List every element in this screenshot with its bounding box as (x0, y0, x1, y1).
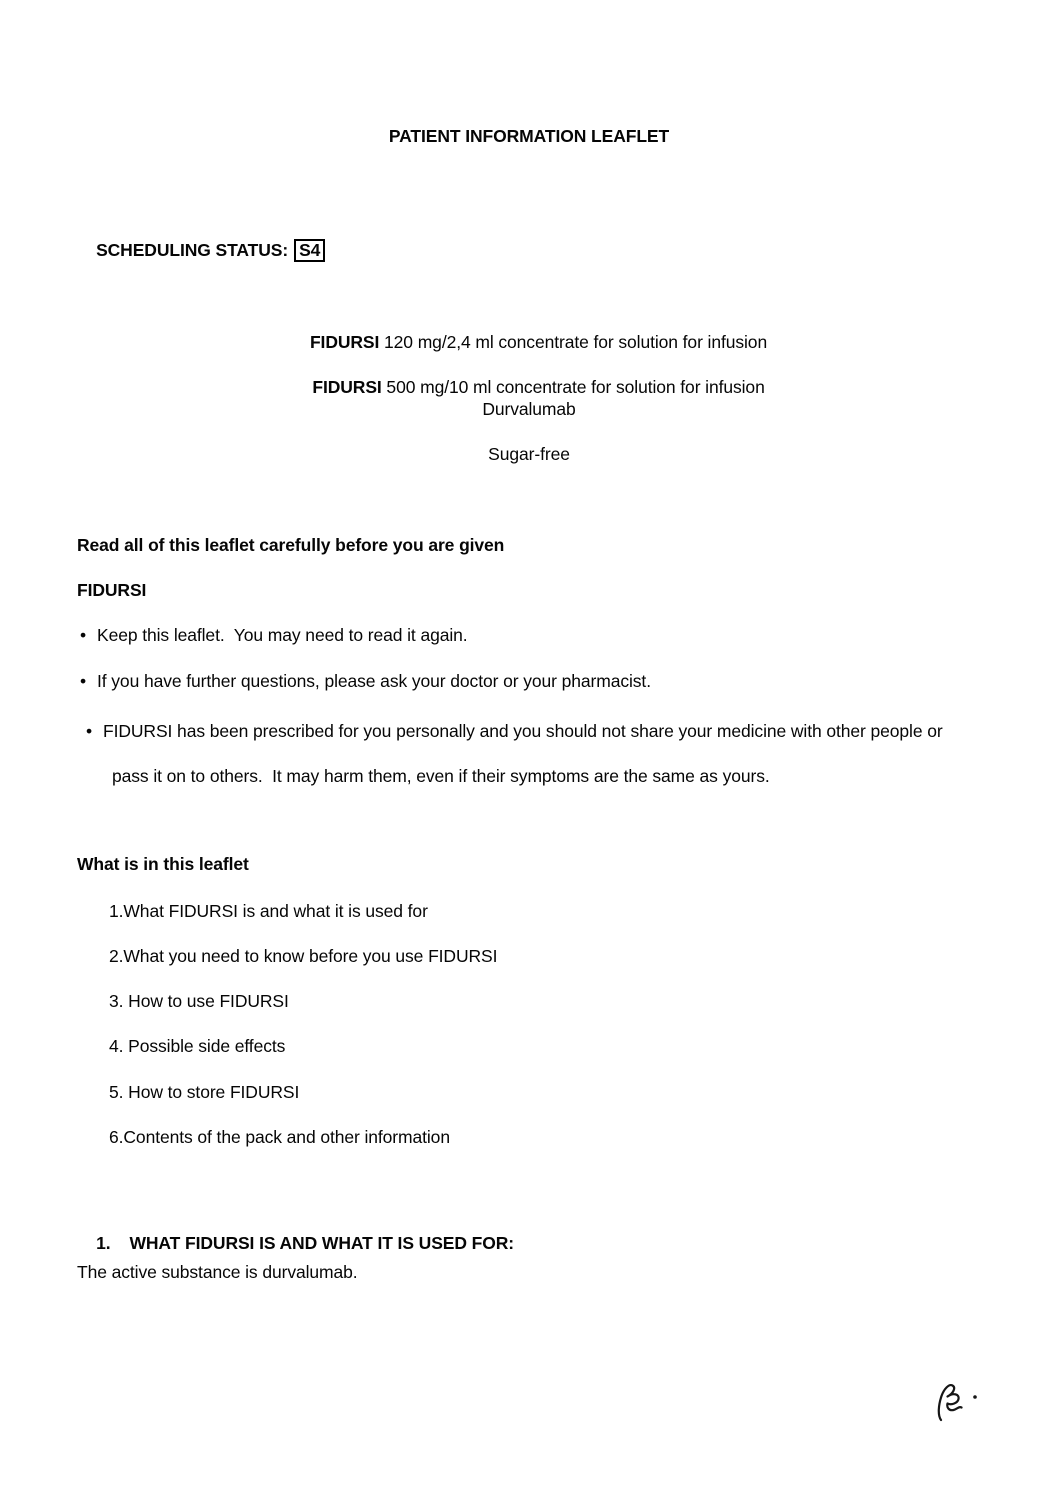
sugar-free-label: Sugar-free (488, 444, 570, 464)
product-strength: 500 mg/10 ml concentrate for solution for infusion (381, 377, 765, 397)
active-substance: Durvalumab (482, 399, 576, 419)
toc-heading: What is in this leaflet (77, 854, 249, 874)
list-item (80, 625, 468, 646)
section-1-heading-text: WHAT FIDURSI IS AND WHAT IT IS USED FOR: (129, 1233, 515, 1253)
intro-heading-line-2: FIDURSI (77, 580, 147, 600)
bullet-text: FIDURSI has been prescribed for you personally and you should not share your medicine with other people or pass it on to others. It may harm them, even if their symptoms are the same as yours. (103, 721, 948, 786)
page-title: PATIENT INFORMATION LEAFLET (388, 126, 670, 146)
intro-heading-line-1: Read all of this leaflet carefully before you are given (77, 535, 505, 555)
scheduling-status-label: SCHEDULING STATUS: (96, 240, 289, 260)
product-strength: 120 mg/2,4 ml concentrate for solution for infusion (379, 332, 768, 352)
bullet-icon (80, 625, 97, 646)
bullet-text: Keep this leaflet. You may need to read it again. (97, 625, 468, 645)
toc-item-3: 3. How to use FIDURSI (109, 991, 289, 1011)
product-name: FIDURSI (309, 332, 380, 352)
toc-item-5: 5. How to store FIDURSI (109, 1082, 300, 1102)
toc-item-2: 2.What you need to know before you use FIDURSI (109, 946, 498, 966)
product-name: FIDURSI (312, 377, 382, 397)
toc-item-1: 1.What FIDURSI is and what it is used for (109, 901, 428, 921)
toc-item-4: 4. Possible side effects (109, 1036, 286, 1056)
signature-initials-icon (932, 1380, 984, 1429)
scheduling-status (77, 216, 325, 285)
section-1-body: The active substance is durvalumab. (77, 1262, 358, 1282)
list-item (86, 709, 975, 799)
bullet-icon (80, 671, 97, 692)
section-1-number: 1. (96, 1233, 111, 1253)
list-item (80, 671, 651, 692)
bullet-icon (86, 709, 103, 754)
toc-item-6: 6.Contents of the pack and other information (109, 1127, 450, 1147)
bullet-text: If you have further questions, please ask your doctor or your pharmacist. (97, 671, 651, 691)
scheduling-status-value: S4 (294, 239, 325, 262)
